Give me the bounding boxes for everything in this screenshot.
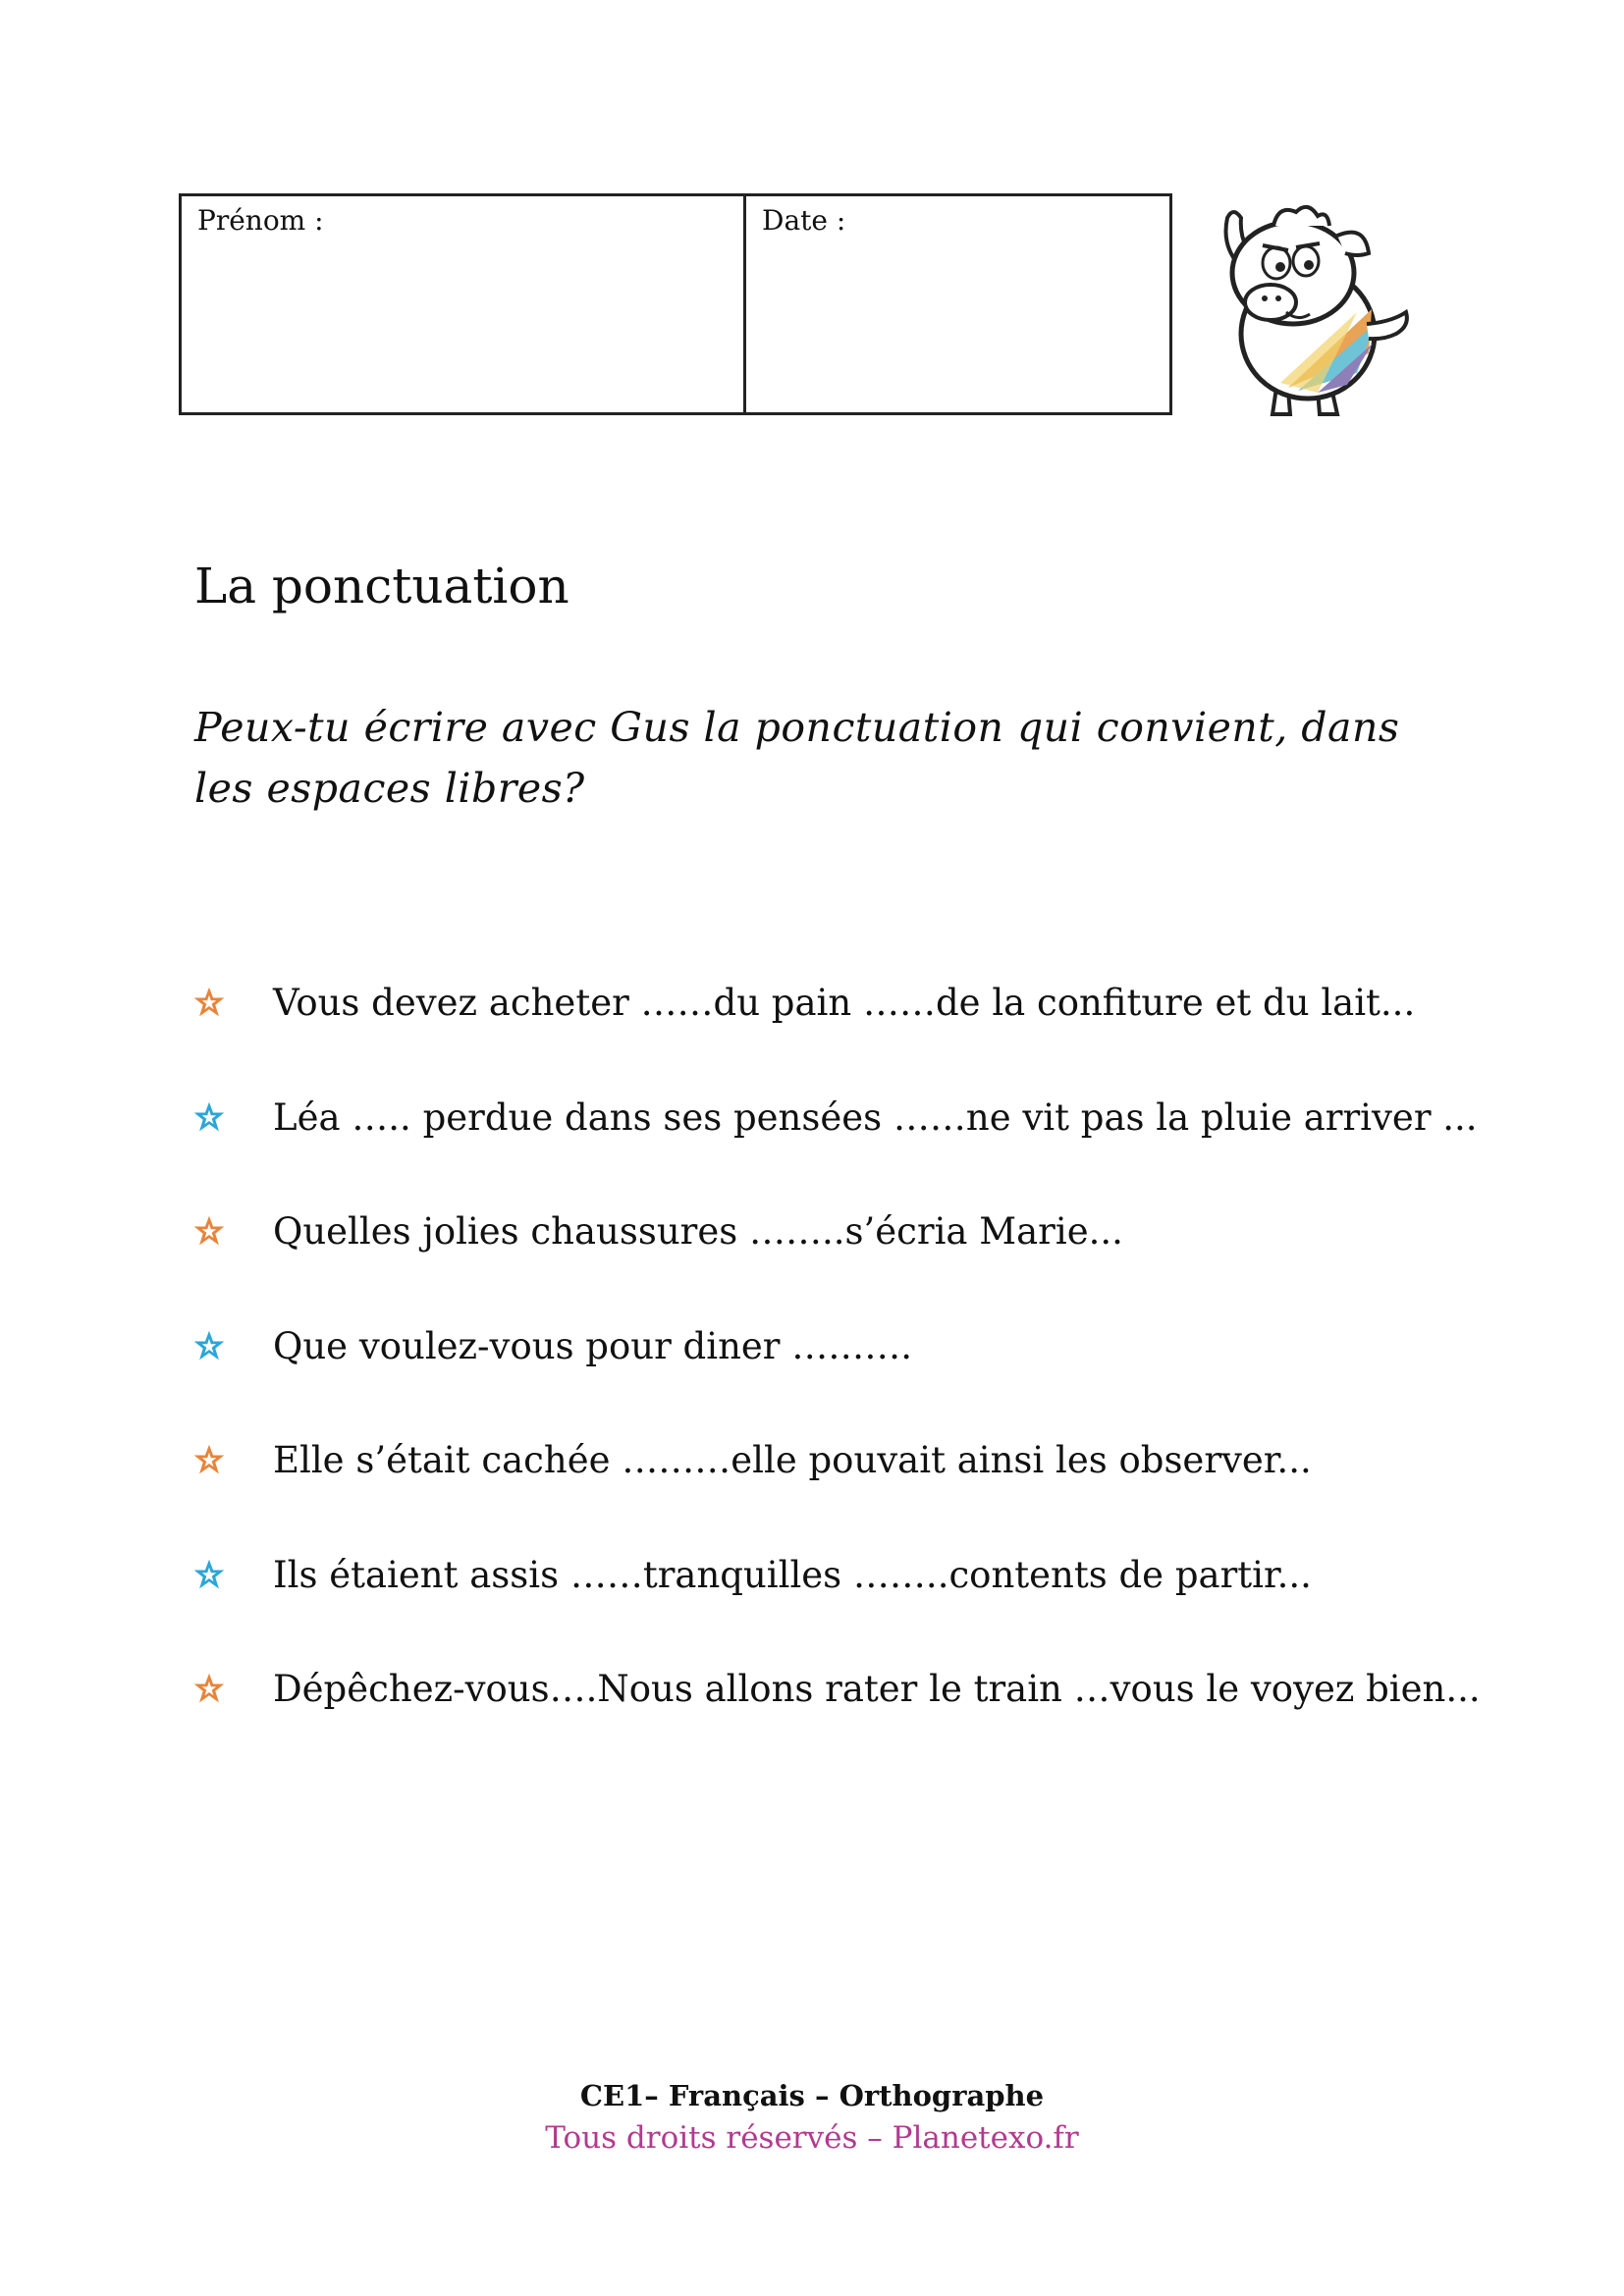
date-field[interactable] bbox=[746, 196, 1169, 412]
list-item bbox=[191, 1554, 1468, 1669]
list-item bbox=[191, 1095, 1478, 1211]
star-orange-icon bbox=[191, 1213, 227, 1249]
star-orange-icon bbox=[191, 985, 227, 1020]
list-item bbox=[191, 1668, 1481, 1783]
exercise-sentence[interactable]: Quelles jolies chaussures ……..s’écria Marie... bbox=[273, 1210, 1123, 1253]
footer-copyright: Tous droits réservés – Planetexo.fr bbox=[545, 2120, 1079, 2156]
firstname-label: Prénom : bbox=[197, 204, 324, 237]
star-orange-icon bbox=[191, 1671, 227, 1706]
instruction-text bbox=[194, 697, 1471, 819]
exercise-sentence[interactable]: Elle s’était cachée ………elle pouvait ainsi les observer... bbox=[273, 1439, 1312, 1481]
gus-mascot-icon bbox=[1200, 196, 1411, 417]
identity-table bbox=[179, 193, 1172, 415]
exercise-sentence[interactable]: Ils étaient assis ……tranquilles ……..contents de partir... bbox=[273, 1553, 1312, 1596]
exercise-sentence[interactable]: Que voulez-vous pour diner ………. bbox=[273, 1324, 913, 1367]
list-item bbox=[191, 982, 1468, 1096]
page-title: La ponctuation bbox=[194, 558, 569, 614]
exercise-sentence[interactable]: Léa ….. perdue dans ses pensées ……ne vit pas la pluie arriver ... bbox=[273, 1095, 1478, 1139]
exercise-sentence[interactable]: Vous devez acheter ……du pain ……de la confiture et du lait... bbox=[273, 982, 1416, 1024]
firstname-field[interactable] bbox=[182, 196, 746, 412]
star-blue-icon bbox=[191, 1099, 227, 1135]
instruction-line-2: les espaces libres? bbox=[194, 765, 585, 812]
star-blue-icon bbox=[191, 1557, 227, 1592]
footer-level: CE1– Français – Orthographe bbox=[579, 2079, 1045, 2112]
star-orange-icon bbox=[191, 1442, 227, 1477]
exercise-sentence[interactable]: Dépêchez-vous….Nous allons rater le train …vous le voyez bien... bbox=[273, 1668, 1481, 1710]
instruction-line-1: Peux-tu écrire avec Gus la ponctuation qui convient, dans bbox=[194, 704, 1400, 751]
star-blue-icon bbox=[191, 1328, 227, 1363]
exercise-list bbox=[191, 982, 1481, 1783]
date-label: Date : bbox=[762, 204, 846, 237]
list-item bbox=[191, 1439, 1468, 1554]
list-item bbox=[191, 1325, 1468, 1440]
list-item bbox=[191, 1210, 1468, 1325]
